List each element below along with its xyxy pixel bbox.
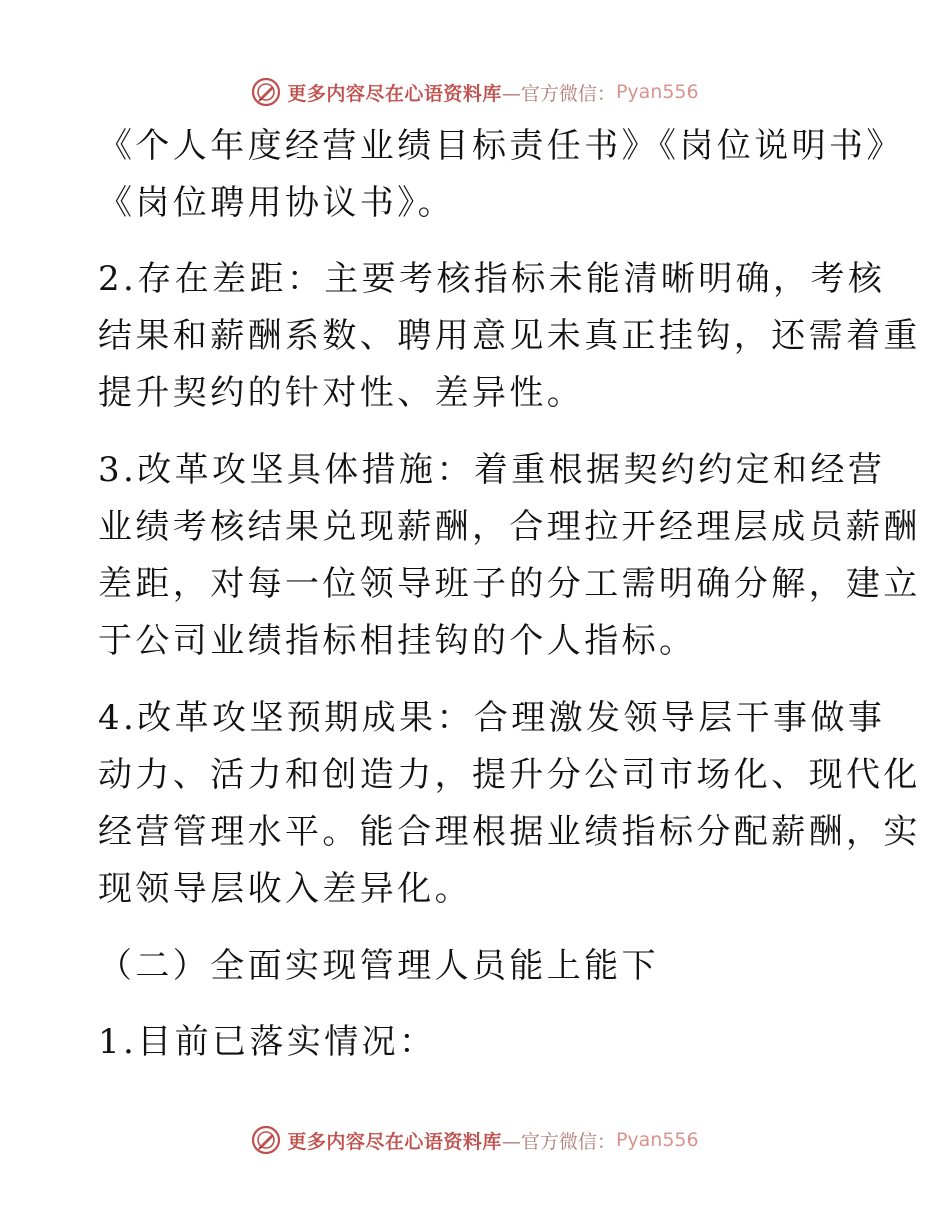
- pen-logo-icon: [251, 1125, 281, 1155]
- text-line: 4.改革攻坚预期成果：合理激发领导层干事做事: [98, 698, 886, 738]
- watermark-wechat-label: —官方微信：: [501, 1130, 616, 1153]
- paragraph-expected-results: [98, 690, 921, 918]
- text-line: 3.改革攻坚具体措施：着重根据契约约定和经营: [98, 450, 886, 490]
- text-line: 业绩考核结果兑现薪酬，合理拉开经理层成员薪酬: [98, 507, 921, 547]
- text-line: 动力、活力和创造力，提升分公司市场化、现代化: [98, 755, 921, 795]
- watermark-footer: [0, 1120, 950, 1160]
- section-heading: [98, 938, 850, 995]
- text-line: 经营管理水平。能合理根据业绩指标分配薪酬，实: [98, 812, 921, 852]
- text-line: 《个人年度经营业绩目标责任书》《岗位说明书》: [98, 126, 904, 166]
- watermark-brand: 更多内容尽在心语资料库: [287, 1130, 502, 1153]
- text-line: 于公司业绩指标相挂钩的个人指标。: [98, 621, 697, 661]
- paragraph-documents: [98, 118, 904, 232]
- text-line: 1.目前已落实情况：: [98, 1022, 437, 1062]
- watermark-wechat-label: —官方微信：: [501, 82, 616, 105]
- watermark-brand: 更多内容尽在心语资料库: [287, 82, 502, 105]
- paragraph-gap: [98, 251, 921, 422]
- pen-logo-icon: [251, 77, 281, 107]
- watermark-wechat-id: Pyan556: [615, 81, 699, 103]
- text-line: 《岗位聘用协议书》。: [98, 183, 455, 223]
- watermark-wechat-id: Pyan556: [615, 1129, 699, 1151]
- sub-heading: [98, 1014, 850, 1071]
- text-line: 现领导层收入差异化。: [98, 869, 472, 909]
- watermark-header: [0, 72, 950, 112]
- text-line: 2.存在差距：主要考核指标未能清晰明确，考核: [98, 259, 886, 299]
- paragraph-measures: [98, 442, 921, 670]
- text-line: 差距，对每一位领导班子的分工需明确分解，建立: [98, 564, 921, 604]
- text-line: （二）全面实现管理人员能上能下: [98, 946, 659, 986]
- text-line: 提升契约的针对性、差异性。: [98, 373, 585, 413]
- text-line: 结果和薪酬系数、聘用意见未真正挂钩，还需着重: [98, 316, 921, 356]
